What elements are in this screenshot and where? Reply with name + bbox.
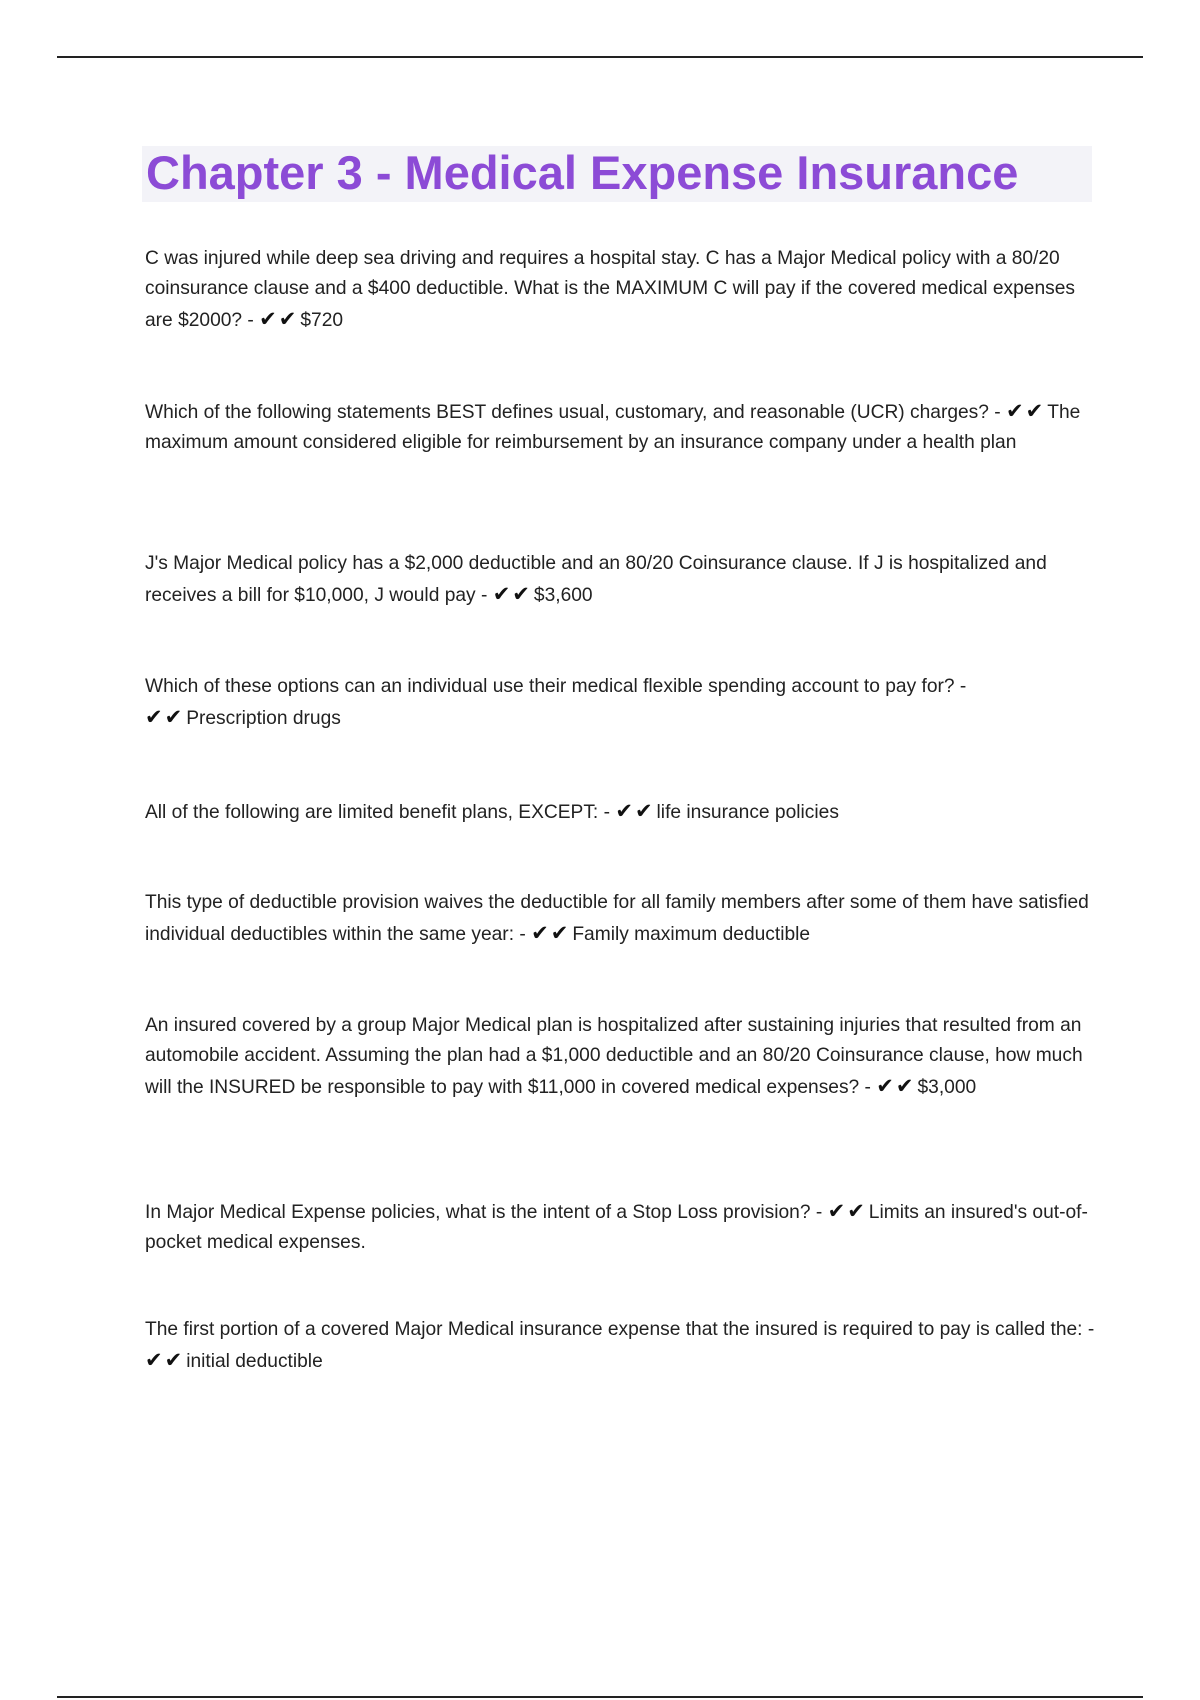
answer-text: The maximum amount considered eligible for reimbursement by an insurance company under a health plan — [145, 402, 1081, 453]
bottom-rule — [57, 1696, 1143, 1698]
double-check-icon: ✔✔ — [827, 1199, 867, 1223]
answer-text: $3,600 — [533, 585, 593, 606]
double-check-icon: ✔✔ — [876, 1074, 916, 1098]
question-text: The first portion of a covered Major Medical insurance expense that the insured is required to pay is called the: - — [145, 1319, 1095, 1340]
answer-text: $720 — [300, 310, 344, 331]
double-check-icon: ✔✔ — [615, 799, 655, 823]
question-text: An insured covered by a group Major Medical plan is hospitalized after sustaining injuries that resulted from an automobile accident. Assuming the plan had a $1,000 deductible and an 80/20 Coinsurance clause, how much will the INSURED be responsible to pay with $11,000 in covered medical expenses? - — [145, 1015, 1083, 1098]
qa-item-8 — [145, 1196, 1095, 1258]
qa-item-4 — [145, 672, 1095, 734]
double-check-icon: ✔✔ — [259, 307, 299, 331]
question-text: Which of the following statements BEST defines usual, customary, and reasonable (UCR) charges? - — [145, 402, 1001, 423]
answer-text: Family maximum deductible — [572, 924, 811, 945]
answer-text: Limits an insured's out-of-pocket medical expenses. — [145, 1202, 1088, 1253]
page-title: Chapter 3 - Medical Expense Insurance — [146, 146, 1019, 199]
qa-item-1 — [145, 244, 1095, 336]
answer-text: initial deductible — [186, 1351, 323, 1372]
answer-text: Prescription drugs — [186, 708, 341, 729]
qa-item-7 — [145, 1011, 1095, 1103]
qa-item-6 — [145, 888, 1095, 950]
top-rule — [57, 56, 1143, 58]
double-check-icon: ✔✔ — [492, 582, 532, 606]
answer-text: $3,000 — [917, 1077, 977, 1098]
double-check-icon: ✔✔ — [1006, 399, 1046, 423]
question-text: J's Major Medical policy has a $2,000 deductible and an 80/20 Coinsurance clause. If J is hospitalized and receives a bill for $10,000, J would pay - — [145, 553, 1047, 606]
qa-item-5 — [145, 796, 1095, 828]
question-text: C was injured while deep sea driving and requires a hospital stay. C has a Major Medical policy with a 80/20 coinsurance clause and a $400 deductible. What is the MAXIMUM C will pay if the covered medical expenses are $2000? - — [145, 248, 1075, 331]
question-text: This type of deductible provision waives the deductible for all family members after some of them have satisfied individual deductibles within the same year: - — [145, 892, 1089, 945]
double-check-icon: ✔✔ — [531, 921, 571, 945]
question-text: In Major Medical Expense policies, what is the intent of a Stop Loss provision? - — [145, 1202, 823, 1223]
question-text: Which of these options can an individual use their medical flexible spending account to pay for? - — [145, 676, 967, 697]
question-text: All of the following are limited benefit plans, EXCEPT: - — [145, 802, 610, 823]
qa-item-3 — [145, 549, 1095, 611]
double-check-icon: ✔✔ — [145, 705, 185, 729]
qa-item-2 — [145, 396, 1095, 458]
answer-text: life insurance policies — [656, 802, 839, 823]
qa-item-9 — [145, 1315, 1095, 1377]
double-check-icon: ✔✔ — [145, 1348, 185, 1372]
